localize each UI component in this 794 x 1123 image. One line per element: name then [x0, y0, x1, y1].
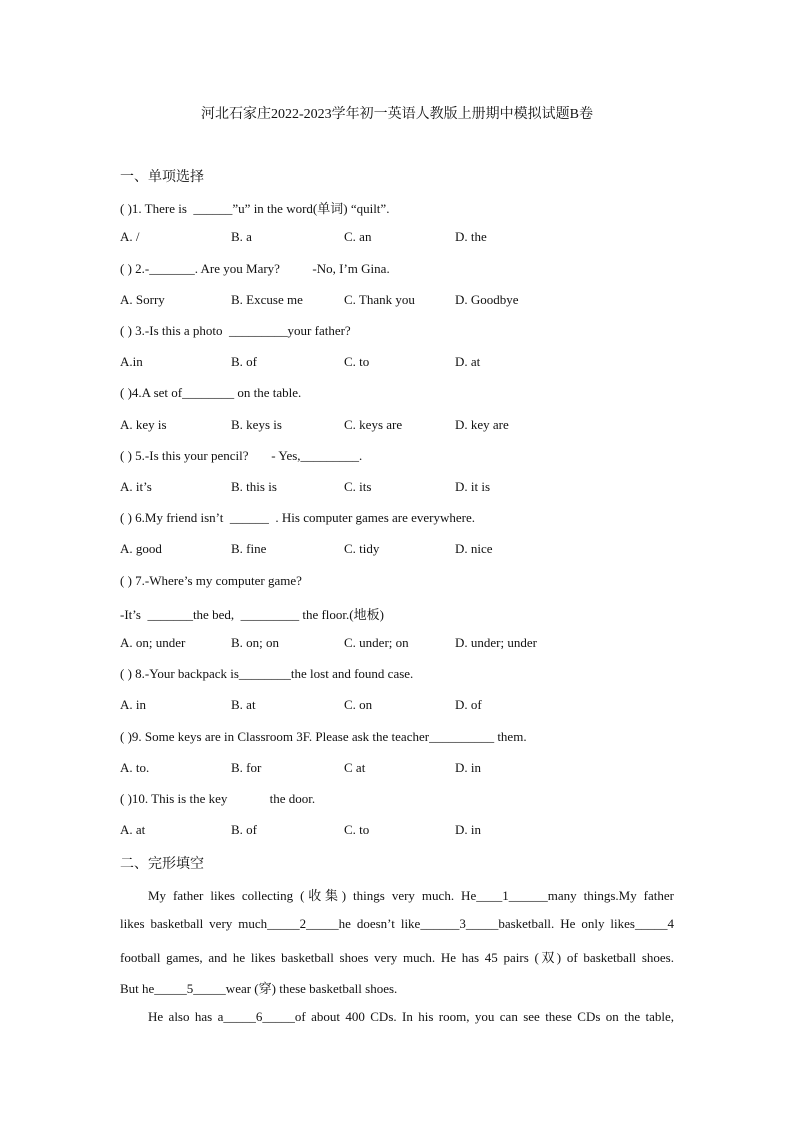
- question-3-options: [120, 354, 680, 372]
- question-4-options: [120, 417, 680, 435]
- question-7-stem-line-2: -It’s _______the bed, _________ the floor.(地板): [120, 607, 384, 622]
- question-1-options: [120, 229, 680, 247]
- option-c: C. to: [344, 822, 370, 837]
- option-c: C. an: [344, 229, 372, 244]
- option-a: A.in: [120, 354, 143, 369]
- question-4-stem: ( )4.A set of________ on the table.: [120, 385, 302, 400]
- question-9-stem: ( )9. Some keys are in Classroom 3F. Please ask the teacher__________ them.: [120, 729, 527, 744]
- option-c: C at: [344, 760, 366, 775]
- option-b: B. Excuse me: [231, 292, 303, 307]
- option-c: C. tidy: [344, 541, 380, 556]
- cloze-line-2: likes basketball very much_____2_____he doesn’t like______3_____basketball. He only likes_____4: [120, 916, 674, 931]
- option-d: D. in: [455, 760, 481, 775]
- option-b: B. this is: [231, 479, 277, 494]
- question-8-stem: ( ) 8.-Your backpack is________the lost and found case.: [120, 666, 414, 681]
- option-b: B. on; on: [231, 635, 280, 650]
- option-d: D. at: [455, 354, 481, 369]
- option-a: A. to.: [120, 760, 150, 775]
- question-1-stem: ( )1. There is ______”u” in the word(单词) “quilt”.: [120, 201, 390, 216]
- section-heading-cloze: 二、完形填空: [120, 857, 204, 872]
- option-b: B. fine: [231, 541, 267, 556]
- question-6-options: [120, 541, 680, 559]
- cloze-line-3: football games, and he likes basketball shoes very much. He has 45 pairs (双) of basketball shoes.: [120, 950, 674, 965]
- question-5-stem: ( ) 5.-Is this your pencil? - Yes,_________.: [120, 448, 363, 463]
- option-d: D. nice: [455, 541, 493, 556]
- question-6-stem: ( ) 6.My friend isn’t ______ . His computer games are everywhere.: [120, 510, 475, 525]
- option-a: A. Sorry: [120, 292, 165, 307]
- option-c: C. to: [344, 354, 370, 369]
- question-3-stem: ( ) 3.-Is this a photo _________your father?: [120, 323, 351, 338]
- option-c: C. its: [344, 479, 372, 494]
- option-a: A. /: [120, 229, 140, 244]
- option-b: B. of: [231, 822, 257, 837]
- option-d: D. the: [455, 229, 487, 244]
- option-a: A. at: [120, 822, 146, 837]
- cloze-line-1: My father likes collecting (收集) things very much. He____1______many things.My father: [148, 888, 674, 903]
- document-title: 河北石家庄2022-2023学年初一英语人教版上册期中模拟试题B卷: [201, 107, 593, 122]
- option-d: D. of: [455, 697, 482, 712]
- question-2-options: [120, 292, 680, 310]
- question-7-stem: ( ) 7.-Where’s my computer game?: [120, 573, 302, 588]
- option-d: D. key are: [455, 417, 509, 432]
- option-b: B. for: [231, 760, 262, 775]
- option-c: C. keys are: [344, 417, 403, 432]
- section-heading-single-choice: 一、单项选择: [120, 170, 204, 185]
- option-d: D. Goodbye: [455, 292, 519, 307]
- option-d: D. under; under: [455, 635, 537, 650]
- option-c: C. under; on: [344, 635, 409, 650]
- option-b: B. keys is: [231, 417, 282, 432]
- question-5-options: [120, 479, 680, 497]
- cloze-line-4: But he_____5_____wear (穿) these basketball shoes.: [120, 981, 398, 996]
- option-b: B. at: [231, 697, 256, 712]
- option-a: A. key is: [120, 417, 167, 432]
- option-b: B. of: [231, 354, 257, 369]
- option-c: C. on: [344, 697, 373, 712]
- question-9-options: [120, 760, 680, 778]
- question-10-stem: ( )10. This is the key the door.: [120, 791, 316, 806]
- option-a: A. good: [120, 541, 162, 556]
- question-8-options: [120, 697, 680, 715]
- option-c: C. Thank you: [344, 292, 415, 307]
- option-b: B. a: [231, 229, 252, 244]
- question-10-options: [120, 822, 680, 840]
- option-a: A. in: [120, 697, 146, 712]
- option-d: D. in: [455, 822, 481, 837]
- option-d: D. it is: [455, 479, 491, 494]
- question-7-options: [120, 635, 680, 653]
- question-2-stem: ( ) 2.-_______. Are you Mary? -No, I’m Gina.: [120, 261, 390, 276]
- option-a: A. it’s: [120, 479, 152, 494]
- option-a: A. on; under: [120, 635, 186, 650]
- cloze-line-5: He also has a_____6_____of about 400 CDs. In his room, you can see these CDs on the table,: [148, 1009, 674, 1024]
